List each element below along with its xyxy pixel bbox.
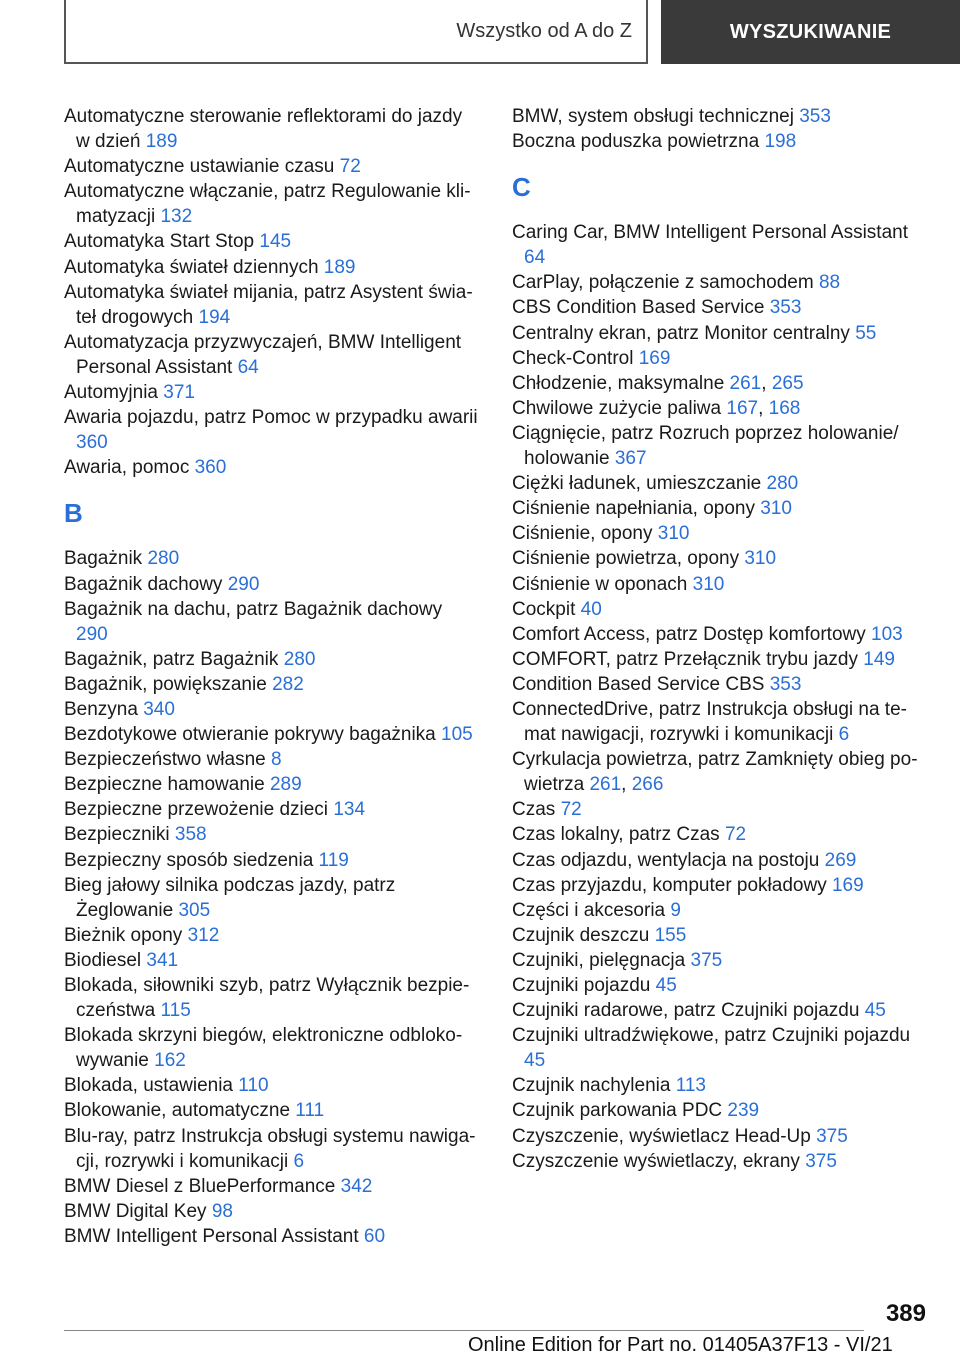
- index-term: Czas: [512, 799, 561, 821]
- index-term: Blokada, ustawienia: [64, 1075, 239, 1097]
- index-term: Cyrkulacja powietrza, patrz Zamknięty obieg powietrza: [512, 749, 918, 796]
- index-entry: [512, 346, 932, 371]
- index-term: BMW Digital Key: [64, 1200, 212, 1222]
- index-entry: [512, 873, 932, 898]
- index-entry: [512, 371, 932, 396]
- index-term: Automatyczne ustawianie czasu: [64, 156, 340, 178]
- index-entry: [64, 1073, 478, 1098]
- page-link[interactable]: 88: [818, 272, 841, 294]
- page-link[interactable]: 282: [272, 673, 304, 695]
- index-term: Części i akcesoria: [512, 899, 671, 921]
- page-link[interactable]: 45: [655, 975, 677, 996]
- page-link[interactable]: 312: [187, 924, 220, 946]
- index-term: COMFORT, patrz Przełącznik trybu jazdy: [512, 648, 864, 670]
- index-entry: [512, 220, 932, 270]
- index-term: Ciśnienie, opony: [512, 523, 658, 545]
- index-entry: [64, 330, 478, 380]
- index-entry: [512, 622, 932, 647]
- page-link[interactable]: 194: [198, 306, 231, 328]
- index-entry: [512, 1098, 932, 1123]
- page-link[interactable]: 64: [524, 247, 546, 269]
- index-entry: [512, 672, 932, 697]
- index-term: Czujnik parkowania PDC: [512, 1100, 728, 1122]
- index-term: Czas przyjazdu, komputer pokładowy: [512, 874, 832, 896]
- index-term: Automatyka świateł mijania, patrz Asystent świateł drogowych: [64, 281, 473, 328]
- index-entry: [64, 848, 478, 873]
- index-entry: [512, 295, 932, 320]
- index-entry: [64, 255, 478, 280]
- index-entry: [512, 797, 932, 822]
- index-term: Automatyczne sterowanie reflektorami do jazdy w dzień: [64, 106, 463, 153]
- index-term: Bezpieczeństwo własne: [64, 749, 271, 771]
- page-link[interactable]: 168: [768, 397, 801, 419]
- index-entry: [512, 948, 932, 973]
- page-link[interactable]: 280: [147, 548, 180, 570]
- index-term: Ciśnienie w oponach: [512, 573, 693, 595]
- edition-text: Online Edition for Part no. 01405A37F13 - VI/21: [468, 1334, 893, 1356]
- page-link[interactable]: 72: [560, 799, 582, 821]
- index-term: Czyszczenie, wyświetlacz Head-Up: [512, 1125, 817, 1147]
- page-link[interactable]: 149: [863, 648, 895, 670]
- index-entry: [512, 1149, 932, 1174]
- page-number: 389: [885, 1300, 926, 1327]
- footer-divider: [64, 1330, 864, 1331]
- index-entry: [512, 104, 932, 129]
- index-term: Condition Based Service CBS: [512, 673, 770, 695]
- page-link[interactable]: 371: [163, 382, 195, 404]
- index-entry: [64, 1023, 478, 1073]
- index-term: Boczna poduszka powietrzna: [512, 131, 765, 153]
- index-entry: [512, 546, 932, 571]
- index-entry: [64, 380, 478, 405]
- page-link[interactable]: 45: [864, 1000, 886, 1022]
- index-term: Bagażnik, powiększanie: [64, 673, 273, 695]
- page-link[interactable]: 367: [614, 448, 647, 470]
- index-entry: [512, 1073, 932, 1098]
- page-link[interactable]: 132: [160, 206, 193, 228]
- index-entry: [64, 104, 478, 154]
- index-term: Blokada, siłowniki szyb, patrz Wyłącznik bezpieczeństwa: [64, 975, 470, 1022]
- index-entry: [64, 672, 478, 697]
- index-entry: [64, 873, 478, 923]
- index-entry: [512, 697, 932, 747]
- index-term: Centralny ekran, patrz Monitor centralny: [512, 322, 856, 344]
- index-term: Bezpieczny sposób siedzenia: [64, 849, 319, 871]
- page-link[interactable]: 310: [657, 523, 690, 545]
- page-link[interactable]: 353: [769, 673, 802, 695]
- page-link[interactable]: 360: [194, 457, 227, 479]
- index-entry: [512, 396, 932, 421]
- index-entry: [64, 973, 478, 1023]
- index-entry: [64, 1174, 478, 1199]
- index-term: Automatyzacja przyzwyczajeń, BMW Intelligent Personal Assistant: [64, 331, 462, 378]
- index-term: Ciśnienie powietrza, opony: [512, 548, 745, 570]
- index-column-right: [512, 104, 932, 1174]
- index-entry: [64, 647, 478, 672]
- index-entry: [512, 421, 932, 471]
- page-link[interactable]: 115: [160, 1000, 191, 1022]
- index-entry: [512, 647, 932, 672]
- search-tab-label: WYSZUKIWANIE: [729, 20, 892, 43]
- index-entry: [512, 1023, 932, 1073]
- index-letter-heading: C: [512, 172, 531, 203]
- page-link[interactable]: 113: [675, 1075, 706, 1097]
- page-link[interactable]: 265: [771, 372, 804, 394]
- index-entry: [512, 973, 932, 998]
- page-link[interactable]: 290: [76, 623, 108, 645]
- index-entry: [512, 747, 932, 797]
- index-term: Chwilowe zużycie paliwa: [512, 397, 727, 419]
- index-term: Ciśnienie napełniania, opony: [512, 498, 761, 520]
- page-link[interactable]: 162: [154, 1050, 186, 1072]
- index-term: CarPlay, połączenie z samochodem: [512, 272, 819, 294]
- page-link[interactable]: 310: [760, 498, 792, 520]
- page-link[interactable]: 280: [283, 648, 316, 670]
- index-entry: [512, 270, 932, 295]
- index-letter-heading: B: [64, 498, 83, 529]
- page-link[interactable]: 145: [259, 231, 292, 253]
- page-link[interactable]: 72: [339, 156, 361, 178]
- page-link[interactable]: 239: [727, 1100, 760, 1122]
- page-link[interactable]: 266: [631, 774, 664, 796]
- page-link[interactable]: 261: [729, 372, 762, 394]
- index-entry: [64, 455, 478, 480]
- page-link[interactable]: 6: [293, 1150, 305, 1172]
- index-entry: [64, 572, 478, 597]
- index-term: Czujnik nachylenia: [512, 1075, 676, 1097]
- page-separator: ,: [758, 397, 769, 419]
- page-link[interactable]: 375: [805, 1150, 837, 1172]
- index-term: Czas odjazdu, wentylacja na postoju: [512, 849, 825, 871]
- page-link[interactable]: 64: [237, 356, 259, 378]
- page-link[interactable]: 167: [726, 397, 759, 419]
- index-term: Czas lokalny, patrz Czas: [512, 824, 725, 846]
- page-link[interactable]: 6: [838, 724, 850, 746]
- index-term: Chłodzenie, maksymalne: [512, 372, 730, 394]
- index-entry: [512, 597, 932, 622]
- index-entry: [512, 521, 932, 546]
- index-entry: [512, 496, 932, 521]
- page-link[interactable]: 55: [855, 322, 877, 344]
- page-link[interactable]: 155: [654, 924, 687, 946]
- index-term: Bagażnik: [64, 548, 148, 570]
- page-link[interactable]: 353: [799, 106, 831, 127]
- search-tab[interactable]: [661, 0, 960, 64]
- page-link[interactable]: 72: [724, 824, 747, 846]
- index-term: Bieżnik opony: [64, 924, 188, 946]
- index-entry: [512, 1124, 932, 1149]
- page-link[interactable]: 289: [269, 774, 302, 796]
- page-link[interactable]: 360: [76, 432, 108, 454]
- page-link[interactable]: 111: [295, 1100, 325, 1122]
- index-term: Bezpieczne przewożenie dzieci: [64, 799, 334, 821]
- index-term: Czujniki radarowe, patrz Czujniki pojazdu: [512, 1000, 865, 1022]
- index-term: Bezpieczniki: [64, 824, 175, 846]
- index-entry: [64, 797, 478, 822]
- index-entry: [512, 471, 932, 496]
- index-entry: [64, 280, 478, 330]
- page-link[interactable]: 353: [769, 297, 802, 319]
- page-link[interactable]: 280: [766, 473, 799, 495]
- page-link[interactable]: 169: [638, 347, 671, 369]
- page-link[interactable]: 119: [318, 849, 349, 871]
- index-term: Awaria, pomoc: [64, 457, 195, 479]
- index-term: Czujnik deszczu: [512, 924, 655, 946]
- index-entry: [64, 1098, 478, 1123]
- index-term: Bezpieczne hamowanie: [64, 774, 270, 796]
- index-term: BMW, system obsługi technicznej: [512, 106, 800, 127]
- index-entry: [64, 597, 478, 647]
- page-link[interactable]: 9: [670, 899, 681, 921]
- index-entry: [64, 1199, 478, 1224]
- index-entry: [512, 848, 932, 873]
- index-entry: [512, 129, 932, 154]
- index-term: Bagażnik na dachu, patrz Bagażnik dachowy: [64, 598, 443, 620]
- page-separator: ,: [761, 372, 772, 394]
- index-term: BMW Intelligent Personal Assistant: [64, 1225, 364, 1247]
- index-entry: [64, 772, 478, 797]
- index-term: Cockpit: [512, 598, 581, 620]
- page-link[interactable]: 358: [174, 824, 207, 846]
- index-entry: [512, 321, 932, 346]
- section-title: Wszystko od A do Z: [456, 19, 632, 42]
- index-term: ConnectedDrive, patrz Instrukcja obsługi na temat nawigacji, rozrywki i komunikacji: [512, 698, 907, 746]
- index-term: Automatyczne włączanie, patrz Regulowanie klimatyzacji: [64, 181, 471, 228]
- page-link[interactable]: 8: [271, 749, 282, 771]
- page-link[interactable]: 340: [143, 698, 175, 720]
- index-entry: [64, 697, 478, 722]
- index-entry: [512, 572, 932, 597]
- page-link[interactable]: 261: [589, 774, 622, 796]
- index-term: BMW Diesel z BluePerformance: [64, 1175, 341, 1197]
- index-term: Czujniki, pielęgnacja: [512, 949, 691, 971]
- index-term: Czujniki pojazdu: [512, 975, 656, 996]
- page-link[interactable]: 375: [816, 1125, 848, 1147]
- index-term: Biodiesel: [64, 949, 147, 971]
- page-link[interactable]: 341: [146, 949, 179, 971]
- index-entry: [64, 1224, 478, 1249]
- page-link[interactable]: 342: [340, 1175, 373, 1197]
- page-link[interactable]: 189: [323, 256, 356, 278]
- index-entry: [64, 229, 478, 254]
- index-term: Bezdotykowe otwieranie pokrywy bagażnika: [64, 724, 442, 746]
- index-entry: [64, 948, 478, 973]
- index-term: Automyjnia: [64, 382, 164, 404]
- index-term: Czujniki ultradźwiękowe, patrz Czujniki pojazdu: [512, 1025, 911, 1047]
- index-term: Check-Control: [512, 347, 639, 369]
- page-link[interactable]: 198: [764, 131, 797, 153]
- index-entry: [512, 898, 932, 923]
- page-link[interactable]: 310: [692, 573, 725, 595]
- index-entry: [512, 822, 932, 847]
- page-link[interactable]: 98: [211, 1200, 233, 1222]
- index-term: Blu-ray, patrz Instrukcja obsługi systemu nawigacji, rozrywki i komunikacji: [64, 1125, 476, 1172]
- page-link[interactable]: 269: [824, 849, 857, 871]
- index-entry: [64, 923, 478, 948]
- index-term: Ciężki ładunek, umieszczanie: [512, 473, 767, 495]
- page-link[interactable]: 60: [363, 1225, 386, 1247]
- page-link[interactable]: 290: [227, 573, 260, 595]
- index-term: Bieg jałowy silnika podczas jazdy, patrz Żeglowanie: [64, 874, 396, 921]
- index-entry: [512, 998, 932, 1023]
- index-entry: [64, 546, 478, 571]
- index-term: Automatyka Start Stop: [64, 231, 260, 253]
- page-link[interactable]: 375: [690, 949, 723, 971]
- index-entry: [64, 722, 478, 747]
- index-entry: [64, 822, 478, 847]
- page-link[interactable]: 134: [333, 799, 366, 821]
- index-term: Bagażnik, patrz Bagażnik: [64, 648, 284, 670]
- index-term: Comfort Access, patrz Dostęp komfortowy: [512, 623, 872, 645]
- index-term: Blokada skrzyni biegów, elektroniczne odblokowywanie: [64, 1025, 463, 1072]
- page-link[interactable]: 305: [178, 899, 211, 921]
- page-link[interactable]: 110: [238, 1075, 269, 1097]
- index-term: Bagażnik dachowy: [64, 573, 228, 595]
- index-entry: [64, 747, 478, 772]
- page-link[interactable]: 45: [524, 1050, 546, 1072]
- index-term: Czyszczenie wyświetlaczy, ekrany: [512, 1150, 806, 1172]
- index-column-left: [64, 104, 478, 1249]
- index-term: CBS Condition Based Service: [512, 297, 770, 319]
- index-entry: [64, 405, 478, 455]
- index-term: Benzyna: [64, 698, 144, 720]
- index-term: Awaria pojazdu, patrz Pomoc w przypadku awarii: [64, 407, 478, 429]
- index-entry: [64, 154, 478, 179]
- page-link[interactable]: 310: [744, 548, 777, 570]
- page-link[interactable]: 169: [831, 874, 864, 896]
- section-header: [64, 0, 648, 64]
- index-entry: [64, 179, 478, 229]
- index-term: Blokowanie, automatyczne: [64, 1100, 296, 1122]
- index-term: Caring Car, BMW Intelligent Personal Assistant: [512, 222, 909, 244]
- page-link[interactable]: 40: [580, 598, 602, 620]
- page-separator: ,: [621, 774, 632, 796]
- page-link[interactable]: 105: [441, 724, 473, 746]
- page-link[interactable]: 189: [145, 131, 178, 153]
- index-entry: [512, 923, 932, 948]
- index-term: Automatyka świateł dziennych: [64, 256, 324, 278]
- index-term: Ciągnięcie, patrz Rozruch poprzez holowanie/ holowanie: [512, 422, 899, 470]
- page-link[interactable]: 103: [871, 623, 903, 645]
- index-entry: [64, 1124, 478, 1174]
